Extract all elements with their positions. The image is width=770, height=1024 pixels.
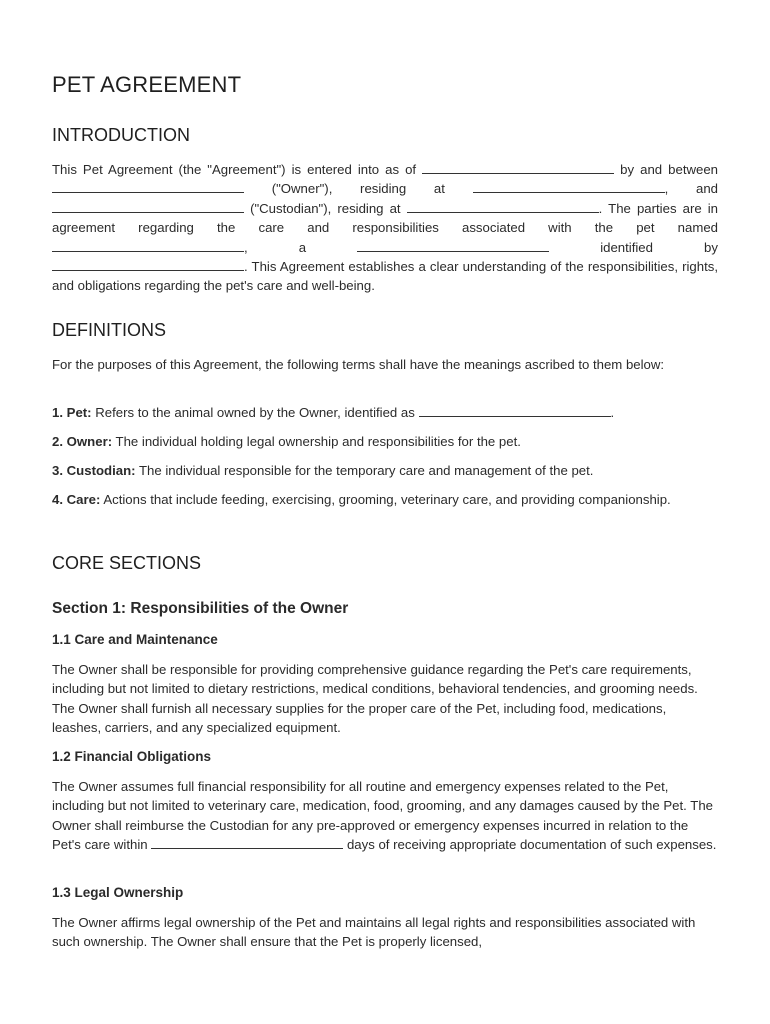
pet-type-blank[interactable] — [357, 239, 549, 252]
custodian-name-blank[interactable] — [52, 200, 244, 213]
custodian-address-blank[interactable] — [407, 200, 599, 213]
date-blank[interactable] — [422, 161, 614, 174]
owner-name-blank[interactable] — [52, 180, 244, 193]
pet-name-blank[interactable] — [52, 239, 244, 252]
document-title: PET AGREEMENT — [52, 72, 242, 97]
definition-pet: 1. Pet: Refers to the animal owned by the Owner, identified as . — [52, 405, 615, 420]
subsection-1-1-heading: 1.1 Care and Maintenance — [52, 632, 218, 647]
subsection-1-3-heading: 1.3 Legal Ownership — [52, 885, 184, 900]
pet-identifier-blank[interactable] — [52, 258, 244, 271]
subsection-1-1-text: The Owner shall be responsible for providing comprehensive guidance regarding the Pet's care requirements, including but not limited to dietary restrictions, medical conditions, behavioral tendencies, and grooming needs. The Owner shall furnish all necessary supplies for the proper care of the Pet, including food, medications, leashes, carriers, and any specialized equipment. — [52, 662, 698, 736]
introduction-heading: INTRODUCTION — [52, 125, 190, 145]
subsection-1-2-heading: 1.2 Financial Obligations — [52, 749, 212, 764]
reimbursement-days-blank[interactable] — [151, 836, 343, 849]
pet-identification-blank[interactable] — [419, 404, 611, 417]
definitions-lead: For the purposes of this Agreement, the following terms shall have the meanings ascribed to them below: — [52, 357, 665, 372]
introduction-paragraph: This Pet Agreement (the "Agreement") is entered into as of by and between ("Owner"), residing at , and ("Custodian"), residing at . The parties are in agreement regarding the care and responsibilities associated with the pet named , a identified by . This Agreement establishes a clear understanding of the responsibilities, rights, and obligations regarding the pet's care and well-being. — [52, 162, 719, 294]
definition-owner: 2. Owner: The individual holding legal ownership and responsibilities for the pet. — [52, 434, 521, 449]
core-sections-heading: CORE SECTIONS — [52, 553, 202, 573]
section-1-heading: Section 1: Responsibilities of the Owner — [52, 600, 349, 617]
definition-care: 4. Care: Actions that include feeding, exercising, grooming, veterinary care, and providing companionship. — [52, 492, 671, 507]
subsection-1-3-text: The Owner affirms legal ownership of the Pet and maintains all legal rights and responsibilities associated with such ownership. The Owner shall ensure that the Pet is properly licensed, — [52, 915, 696, 950]
definitions-heading: DEFINITIONS — [52, 320, 167, 340]
definition-custodian: 3. Custodian: The individual responsible for the temporary care and management of the pet. — [52, 463, 594, 478]
subsection-1-2-text: The Owner assumes full financial responsibility for all routine and emergency expenses related to the Pet, including but not limited to veterinary care, medication, food, grooming, and any damages caused by the Pet. The Owner shall reimburse the Custodian for any pre-approved or emergency expenses incurred in relation to the Pet's care within days of receiving appropriate documentation of such expenses. — [52, 779, 717, 853]
owner-address-blank[interactable] — [473, 180, 665, 193]
